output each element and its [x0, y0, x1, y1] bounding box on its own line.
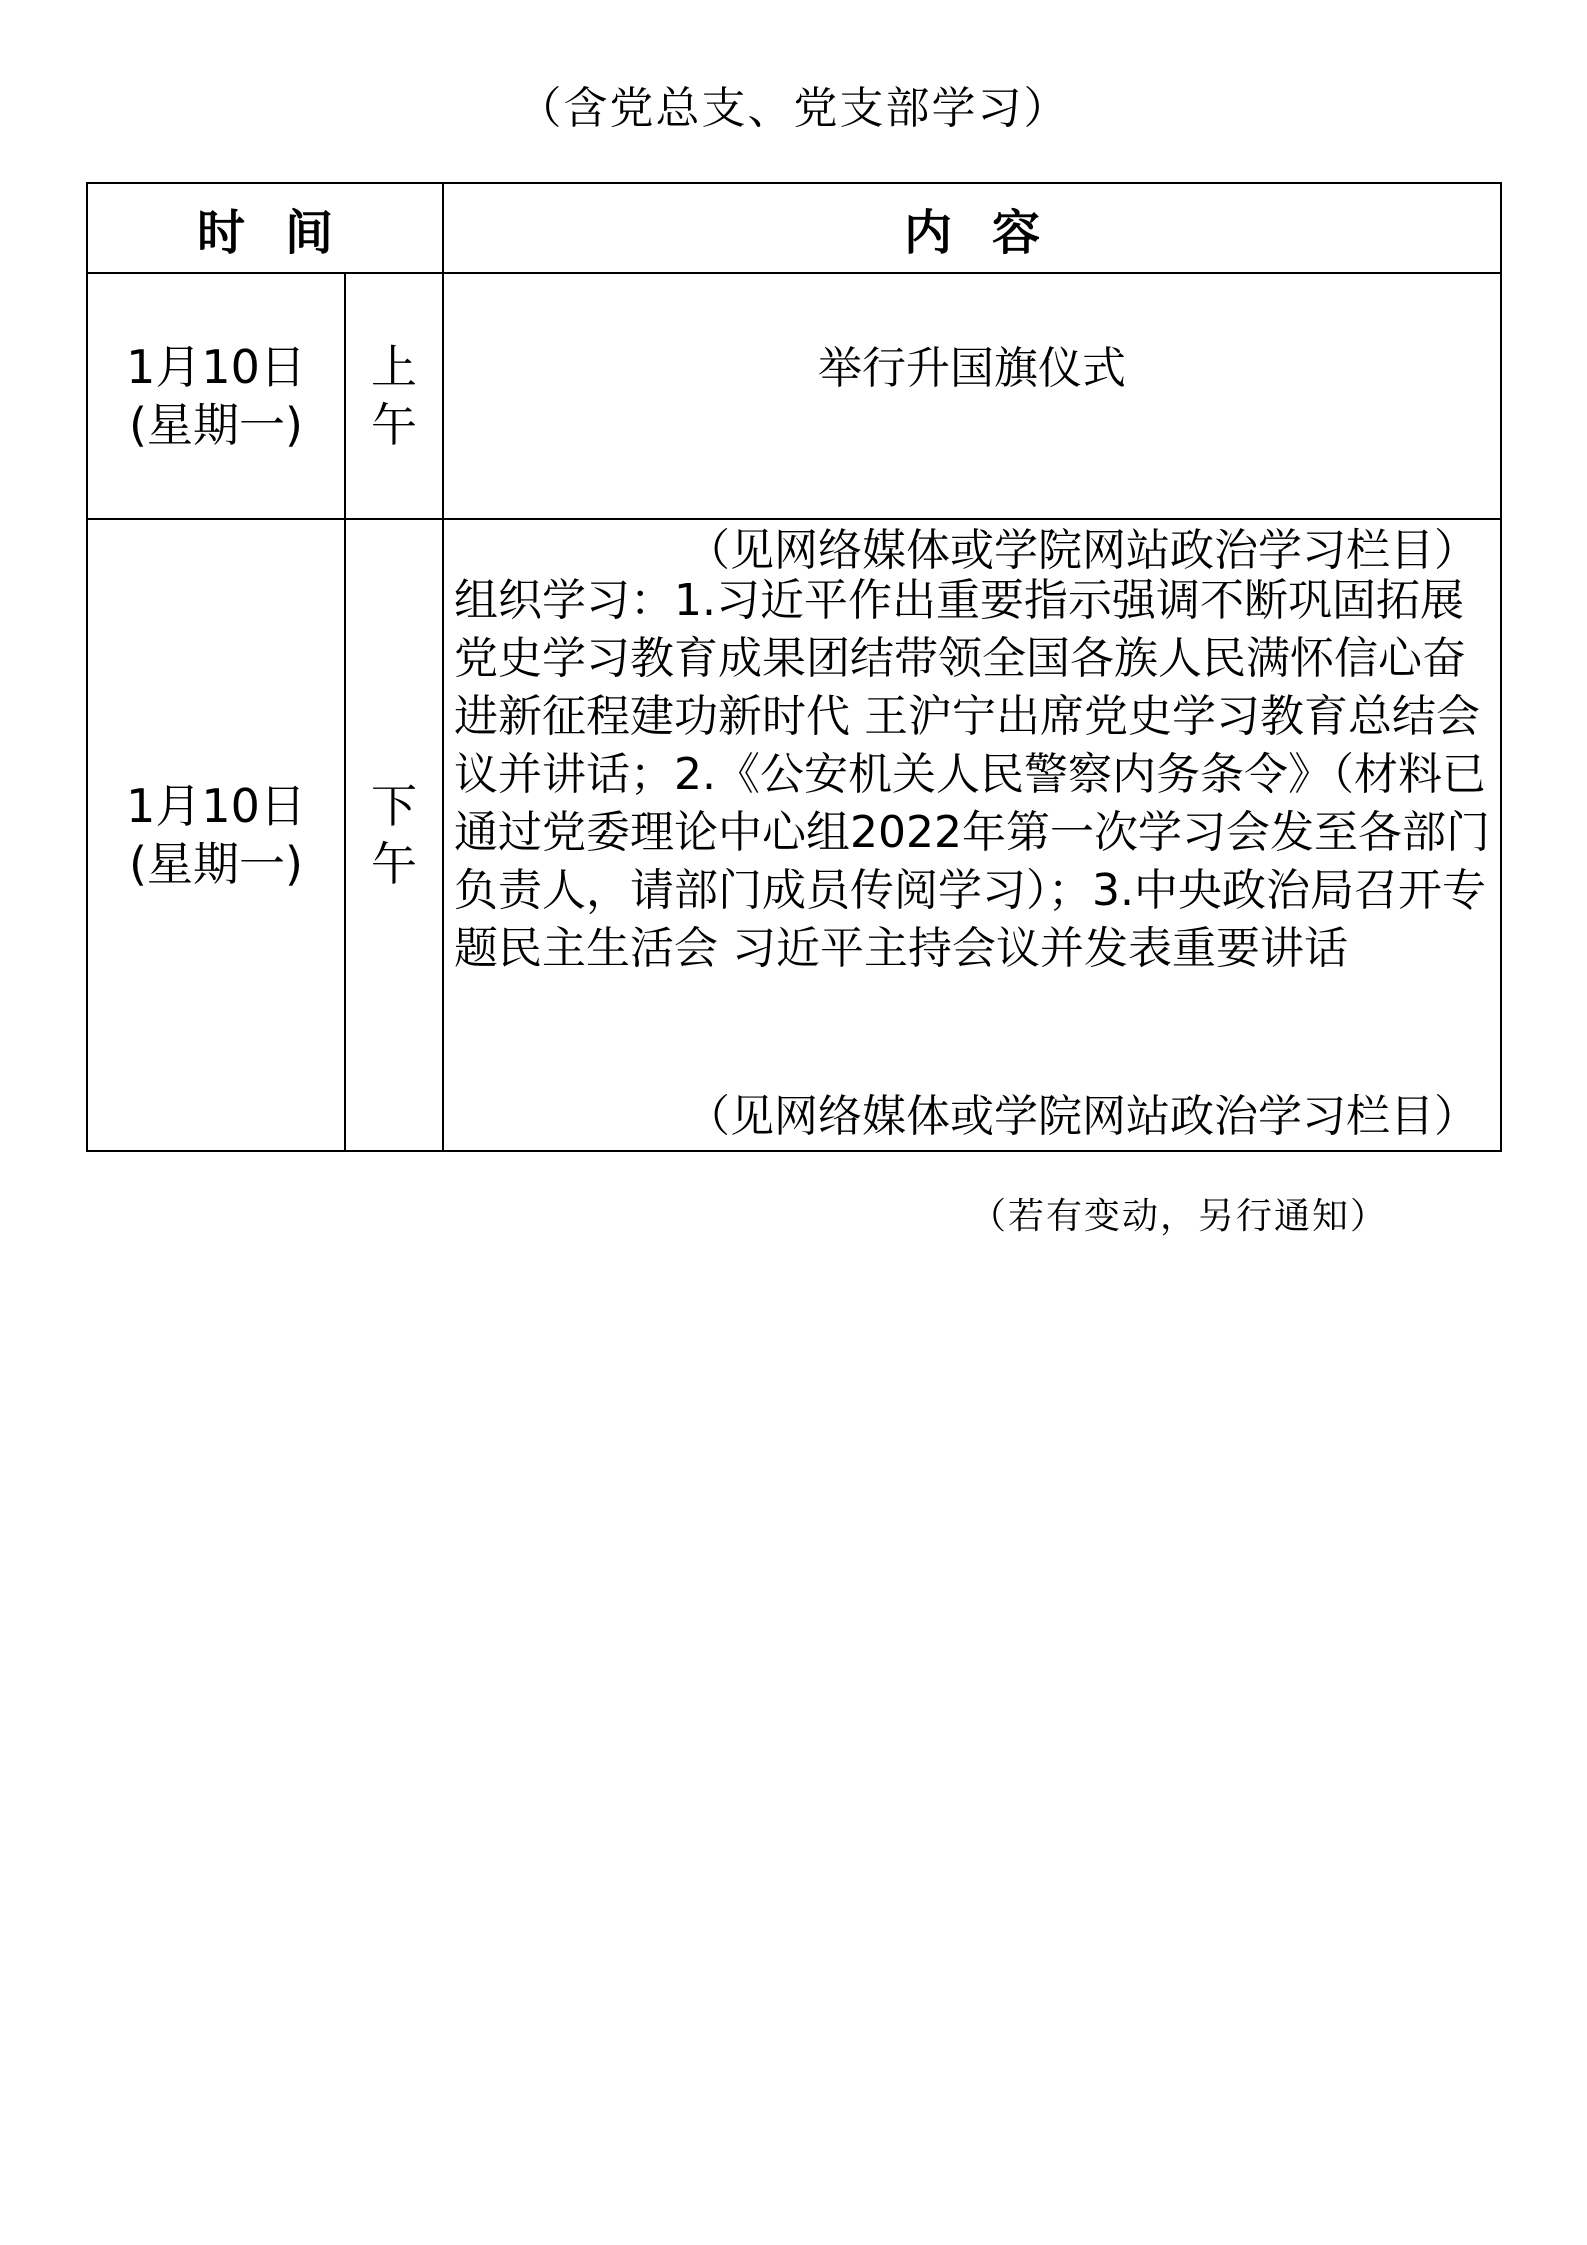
content-text: 组织学习：1.习近平作出重要指示强调不断巩固拓展党史学习教育成果团结带领全国各族人民满怀信心奋进新征程建功新时代 王沪宁出席党史学习教育总结会议并讲话；2.《公安机关人民警察内务条令》（材料已通过党委理论中心组2022年第一次学习会发至各部门负责人，请部门成员传阅学习）；3.中央政治局召开专题民主生活会 习近平主持会议并发表重要讲话 [454, 575, 1490, 974]
reference-text: （见网络媒体或学院网站政治学习栏目） [686, 525, 1479, 576]
table-row [87, 273, 1501, 519]
reference-text: （见网络媒体或学院网站政治学习栏目） [686, 1091, 1479, 1142]
header-time: 时间 [87, 183, 443, 273]
period-cell [345, 273, 443, 519]
period-text: 上午 [371, 340, 417, 452]
period-text: 下午 [371, 779, 417, 891]
content-cell [443, 519, 1501, 1151]
weekday-text: (星期一) [129, 398, 303, 452]
page-subtitle: （含党总支、党支部学习） [517, 83, 1070, 134]
period-cell [345, 519, 443, 1151]
content-text: 举行升国旗仪式 [818, 343, 1127, 394]
schedule-table [86, 182, 1502, 1152]
change-notice: （若有变动，另行通知） [970, 1196, 1389, 1237]
weekday-text: (星期一) [129, 837, 303, 891]
table-header-row [87, 183, 1501, 273]
date-cell [87, 519, 345, 1151]
header-content: 内容 [443, 183, 1501, 273]
table-row [87, 519, 1501, 1151]
date-text: 1月10日 [126, 340, 306, 394]
content-cell [443, 273, 1501, 576]
date-cell [87, 273, 345, 519]
date-text: 1月10日 [126, 779, 306, 833]
